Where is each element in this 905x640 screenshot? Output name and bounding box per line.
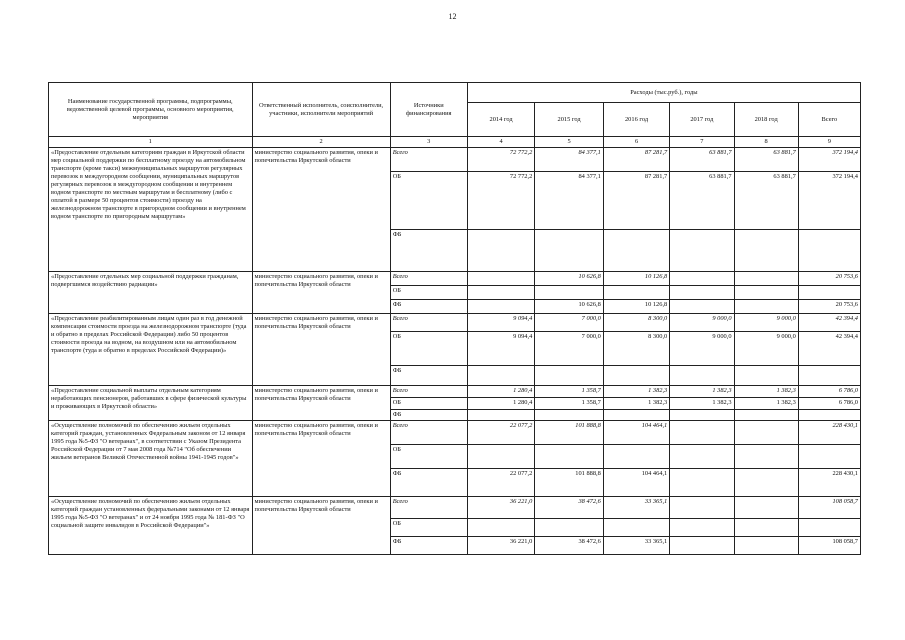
year-value: 10 626,8 xyxy=(535,300,604,314)
year-value xyxy=(467,410,534,421)
year-value: 9 000,0 xyxy=(734,332,798,366)
funding-source: ФБ xyxy=(390,469,467,497)
table-row xyxy=(49,386,861,398)
year-value xyxy=(670,445,734,469)
year-value xyxy=(734,272,798,286)
year-value xyxy=(734,230,798,272)
year-value: 104 464,1 xyxy=(603,421,669,445)
year-value xyxy=(734,469,798,497)
funding-source: ОБ xyxy=(390,332,467,366)
funding-source: Всего xyxy=(390,497,467,519)
year-value xyxy=(734,421,798,445)
total-value: 42 394,4 xyxy=(798,332,860,366)
header-year: 2018 год xyxy=(734,103,798,137)
year-value: 38 472,6 xyxy=(535,537,604,555)
year-value xyxy=(603,519,669,537)
year-value: 84 377,1 xyxy=(535,172,604,230)
year-value xyxy=(467,230,534,272)
column-number: 1 xyxy=(49,137,253,148)
funding-source: ФБ xyxy=(390,410,467,421)
year-value xyxy=(670,519,734,537)
column-number: 9 xyxy=(798,137,860,148)
funding-source: ОБ xyxy=(390,286,467,300)
year-value: 9 094,4 xyxy=(467,314,534,332)
year-value: 33 365,1 xyxy=(603,497,669,519)
header-year: 2016 год xyxy=(603,103,669,137)
header-total: Всего xyxy=(798,103,860,137)
year-value: 38 472,6 xyxy=(535,497,604,519)
year-value xyxy=(670,300,734,314)
year-value xyxy=(535,445,604,469)
year-value: 84 377,1 xyxy=(535,148,604,172)
total-value xyxy=(798,519,860,537)
year-value: 63 881,7 xyxy=(670,172,734,230)
total-value xyxy=(798,230,860,272)
total-value: 20 753,6 xyxy=(798,300,860,314)
year-value: 22 077,2 xyxy=(467,421,534,445)
header-year: 2014 год xyxy=(467,103,534,137)
year-value: 104 464,1 xyxy=(603,469,669,497)
table-body xyxy=(49,148,861,555)
funding-source: ФБ xyxy=(390,230,467,272)
table-row xyxy=(49,272,861,286)
year-value xyxy=(734,286,798,300)
year-value xyxy=(670,469,734,497)
funding-source: Всего xyxy=(390,148,467,172)
year-value: 1 280,4 xyxy=(467,398,534,410)
year-value: 1 382,3 xyxy=(603,386,669,398)
year-value: 1 280,4 xyxy=(467,386,534,398)
year-value: 87 281,7 xyxy=(603,172,669,230)
column-number: 2 xyxy=(252,137,390,148)
header-expenses: Расходы (тыс.руб.), годы xyxy=(467,83,860,103)
executor: министерство социального развития, опеки и попечительства Иркутской области xyxy=(252,148,390,272)
year-value xyxy=(670,366,734,386)
total-value: 6 786,0 xyxy=(798,386,860,398)
table-row xyxy=(49,497,861,519)
year-value xyxy=(670,497,734,519)
year-value: 8 300,0 xyxy=(603,314,669,332)
column-number: 3 xyxy=(390,137,467,148)
funding-source: ОБ xyxy=(390,445,467,469)
year-value: 10 126,8 xyxy=(603,300,669,314)
year-value: 9 094,4 xyxy=(467,332,534,366)
year-value xyxy=(734,497,798,519)
column-number: 8 xyxy=(734,137,798,148)
page-number: 12 xyxy=(448,12,457,21)
header-year: 2015 год xyxy=(535,103,604,137)
year-value xyxy=(535,410,604,421)
funding-source: ФБ xyxy=(390,366,467,386)
activity-name: «Предоставление социальной выплаты отдельным категориям неработающих пенсионеров, работавших в сфере физической культуры и проживающих в Иркутской области» xyxy=(49,386,253,421)
total-value xyxy=(798,286,860,300)
year-value xyxy=(734,300,798,314)
year-value: 36 221,0 xyxy=(467,537,534,555)
funding-source: Всего xyxy=(390,386,467,398)
total-value: 228 430,1 xyxy=(798,421,860,445)
total-value: 42 394,4 xyxy=(798,314,860,332)
year-value xyxy=(734,537,798,555)
year-value xyxy=(603,230,669,272)
year-value xyxy=(734,519,798,537)
funding-source: Всего xyxy=(390,272,467,286)
year-value: 1 358,7 xyxy=(535,398,604,410)
year-value: 9 000,0 xyxy=(734,314,798,332)
year-value xyxy=(467,286,534,300)
year-value: 7 000,0 xyxy=(535,314,604,332)
activity-name: «Осуществление полномочий по обеспечению жильем отдельных категорий граждан установленных федеральными законами от 12 января 1995 года №5-ФЗ "О ветеранах" и от 24 ноября 1995 года № 181-ФЗ "О социальной защите инвалидов в Российской Федерации"» xyxy=(49,497,253,555)
total-value: 372 194,4 xyxy=(798,148,860,172)
table-row xyxy=(49,421,861,445)
year-value: 1 382,3 xyxy=(734,398,798,410)
year-value: 72 772,2 xyxy=(467,148,534,172)
year-value: 9 000,0 xyxy=(670,314,734,332)
executor: министерство социального развития, опеки и попечительства Иркутской области xyxy=(252,272,390,314)
budget-table xyxy=(48,82,861,555)
year-value: 1 382,3 xyxy=(603,398,669,410)
funding-source: Всего xyxy=(390,421,467,445)
year-value xyxy=(670,286,734,300)
year-value xyxy=(467,445,534,469)
year-value: 1 358,7 xyxy=(535,386,604,398)
header-year: 2017 год xyxy=(670,103,734,137)
year-value xyxy=(734,445,798,469)
year-value xyxy=(535,366,604,386)
total-value: 372 194,4 xyxy=(798,172,860,230)
year-value: 101 888,8 xyxy=(535,421,604,445)
table-row xyxy=(49,148,861,172)
total-value: 6 786,0 xyxy=(798,398,860,410)
year-value xyxy=(670,230,734,272)
funding-source: ОБ xyxy=(390,398,467,410)
column-number: 6 xyxy=(603,137,669,148)
executor: министерство социального развития, опеки и попечительства Иркутской области xyxy=(252,421,390,497)
year-value xyxy=(670,421,734,445)
header-name: Наименование государственной программы, подпрограммы, ведомственной целевой программы, основного мероприятия, мероприятия xyxy=(49,83,253,137)
year-value: 1 382,3 xyxy=(734,386,798,398)
year-value: 9 000,0 xyxy=(670,332,734,366)
funding-source: ОБ xyxy=(390,519,467,537)
year-value: 1 382,3 xyxy=(670,398,734,410)
year-value xyxy=(467,519,534,537)
year-value xyxy=(603,286,669,300)
executor: министерство социального развития, опеки и попечительства Иркутской области xyxy=(252,386,390,421)
year-value xyxy=(467,272,534,286)
executor: министерство социального развития, опеки и попечительства Иркутской области xyxy=(252,497,390,555)
year-value: 101 888,8 xyxy=(535,469,604,497)
activity-name: «Осуществление полномочий по обеспечению жильем отдельных категорий граждан, установленных Федеральным законом от 12 января 1995 года №5-ФЗ "О ветеранах", в соответствии с Указом Президента Российской Федерации от 7 мая 2008 года №714 "Об обеспечении жильем ветеранов Великой Отечественной войны 1941-1945 годов"» xyxy=(49,421,253,497)
year-value xyxy=(734,366,798,386)
year-value xyxy=(603,445,669,469)
year-value: 8 300,0 xyxy=(603,332,669,366)
year-value: 63 881,7 xyxy=(734,148,798,172)
year-value: 87 281,7 xyxy=(603,148,669,172)
year-value: 10 626,8 xyxy=(535,272,604,286)
year-value xyxy=(603,366,669,386)
funding-source: ОБ xyxy=(390,172,467,230)
total-value: 20 753,6 xyxy=(798,272,860,286)
column-number: 7 xyxy=(670,137,734,148)
year-value: 22 077,2 xyxy=(467,469,534,497)
year-value: 10 126,8 xyxy=(603,272,669,286)
table-row xyxy=(49,314,861,332)
header-executor: Ответственный исполнитель, соисполнители, участники, исполнители мероприятий xyxy=(252,83,390,137)
year-value xyxy=(535,519,604,537)
year-value xyxy=(670,537,734,555)
year-value: 63 881,7 xyxy=(670,148,734,172)
year-value xyxy=(535,286,604,300)
year-value: 36 221,0 xyxy=(467,497,534,519)
activity-name: «Предоставление отдельных мер социальной поддержки гражданам, подвергшимся воздействию радиации» xyxy=(49,272,253,314)
year-value xyxy=(670,272,734,286)
total-value xyxy=(798,445,860,469)
funding-source: Всего xyxy=(390,314,467,332)
header-source: Источники финансирования xyxy=(390,83,467,137)
total-value xyxy=(798,366,860,386)
column-number: 5 xyxy=(535,137,604,148)
executor: министерство социального развития, опеки и попечительства Иркутской области xyxy=(252,314,390,386)
activity-name: «Предоставление реабилитированным лицам один раз в год денежной компенсации стоимости проезда на железнодорожном транспорте (туда и обратно в пределах Российской Федерации) либо 50 процентов стоимости проезда на водном, на воздушном или на автомобильном транспорте (туда и обратно в пределах Российской Федерации)» xyxy=(49,314,253,386)
funding-source: ФБ xyxy=(390,537,467,555)
year-value: 63 881,7 xyxy=(734,172,798,230)
year-value xyxy=(734,410,798,421)
year-value: 7 000,0 xyxy=(535,332,604,366)
year-value xyxy=(535,230,604,272)
year-value xyxy=(670,410,734,421)
total-value: 108 058,7 xyxy=(798,537,860,555)
year-value: 33 365,1 xyxy=(603,537,669,555)
year-value xyxy=(467,300,534,314)
total-value: 228 430,1 xyxy=(798,469,860,497)
funding-source: ФБ xyxy=(390,300,467,314)
column-number: 4 xyxy=(467,137,534,148)
year-value: 1 382,3 xyxy=(670,386,734,398)
year-value xyxy=(467,366,534,386)
total-value xyxy=(798,410,860,421)
year-value xyxy=(603,410,669,421)
total-value: 108 058,7 xyxy=(798,497,860,519)
activity-name: «Предоставление отдельным категориям граждан в Иркутской области мер социальной поддержки по бесплатному проезду на автомобильном транспорте (кроме такси) межмуниципальных маршрутов регулярных перевозок в междугородном сообщении, муниципальных маршрутов регулярных перевозок в междугородном сообщении и внутреннем водном транспорте по местным маршрутам и бесплатному (либо с оплатой в размере 50 процентов стоимости) проезду на железнодорожном транспорте в пригородном сообщении и внутреннем водном транспорте по пригородным маршрутам» xyxy=(49,148,253,272)
year-value: 72 772,2 xyxy=(467,172,534,230)
